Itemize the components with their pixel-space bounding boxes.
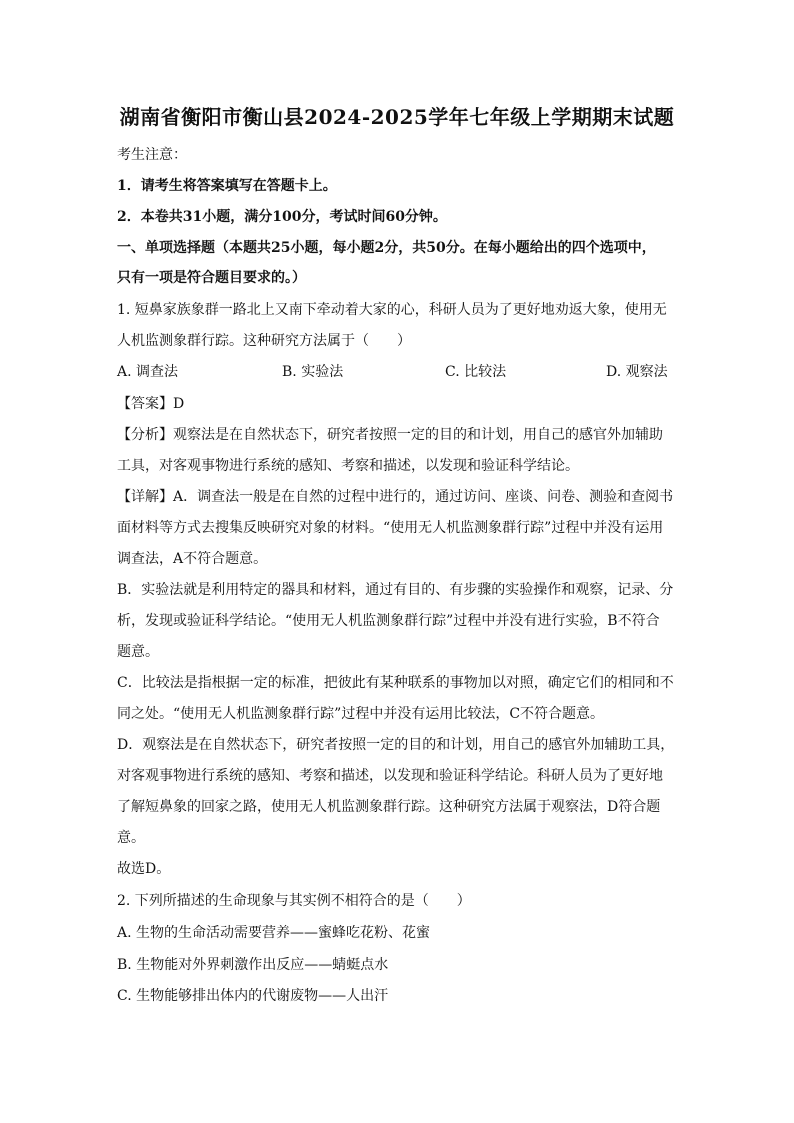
question-1-answer: 【答案】D (117, 396, 185, 412)
page-title: 湖南省衡阳市衡山县2024-2025学年七年级上学期期末试题 (119, 105, 675, 129)
section-heading-line-2: 只有一项是符合题目要求的。） (117, 270, 306, 286)
question-1-detail-d-cont-2: 了解短鼻象的回家之路，使用无人机监测象群行踪。这种研究方法属于观察法，D符合题 (117, 799, 661, 815)
question-1-option-b: B. 实验法 (282, 364, 344, 380)
question-1-detail-c-cont: 同之处。“使用无人机监测象群行踪”过程中并没有运用比较法，C不符合题意。 (117, 706, 605, 722)
notice-item-1: 1．请考生将答案填写在答题卡上。 (117, 178, 337, 194)
question-1-stem-cont: 人机监测象群行踪。这种研究方法属于（ ） (117, 333, 411, 349)
question-2-option-b: B. 生物能对外界刺激作出反应——蜻蜓点水 (117, 957, 389, 973)
question-2-option-a: A. 生物的生命活动需要营养——蜜蜂吃花粉、花蜜 (117, 925, 431, 941)
question-1-option-a: A. 调查法 (117, 364, 179, 380)
question-1-detail-d: D．观察法是在自然状态下，研究者按照一定的目的和计划，用自己的感官外加辅助工具， (117, 737, 675, 753)
question-1-analysis-cont: 工具，对客观事物进行系统的感知、考察和描述，以发现和验证科学结论。 (117, 458, 579, 474)
notice-heading: 考生注意： (117, 147, 187, 163)
question-1-analysis: 【分析】观察法是在自然状态下，研究者按照一定的目的和计划，用自己的感官外加辅助 (117, 427, 663, 443)
question-1-detail-b-end: 题意。 (117, 644, 159, 660)
question-1-detail-b: B．实验法就是利用特定的器具和材料，通过有目的、有步骤的实验操作和观察，记录、分 (117, 582, 674, 598)
question-1-detail-a-end: 调查法，A不符合题意。 (117, 551, 268, 567)
question-1-detail-b-cont: 析，发现或验证科学结论。“使用无人机监测象群行踪”过程中并没有进行实验，B不符合 (117, 613, 660, 629)
question-1-option-d: D. 观察法 (606, 364, 668, 380)
question-1-option-c: C. 比较法 (445, 364, 507, 380)
question-1-detail-d-cont: 对客观事物进行系统的感知、考察和描述，以发现和验证科学结论。科研人员为了更好地 (117, 768, 663, 784)
question-2-stem: 2. 下列所描述的生命现象与其实例不相符合的是（ ） (117, 893, 471, 909)
question-1-choice: 故选D。 (117, 861, 171, 877)
question-1-detail-a-cont: 面材料等方式去搜集反映研究对象的材料。“使用无人机监测象群行踪”过程中并没有运用 (117, 520, 664, 536)
question-1-detail-d-end: 意。 (117, 830, 145, 846)
question-1-detail-c: C．比较法是指根据一定的标准，把彼此有某种联系的事物加以对照，确定它们的相同和不 (117, 675, 674, 691)
question-1-stem: 1. 短鼻家族象群一路北上又南下牵动着大家的心，科研人员为了更好地劝返大象，使用无 (117, 302, 667, 318)
question-2-option-c: C. 生物能够排出体内的代谢废物——人出汗 (117, 988, 389, 1004)
question-1-detail-a: 【详解】A．调查法一般是在自然的过程中进行的，通过访问、座谈、问卷、测验和查阅书 (117, 489, 674, 505)
section-heading-line-1: 一、单项选择题（本题共25小题，每小题2分，共50分。在每小题给出的四个选项中， (117, 240, 656, 256)
notice-item-2: 2．本卷共31小题，满分100分，考试时间60分钟。 (117, 209, 447, 225)
